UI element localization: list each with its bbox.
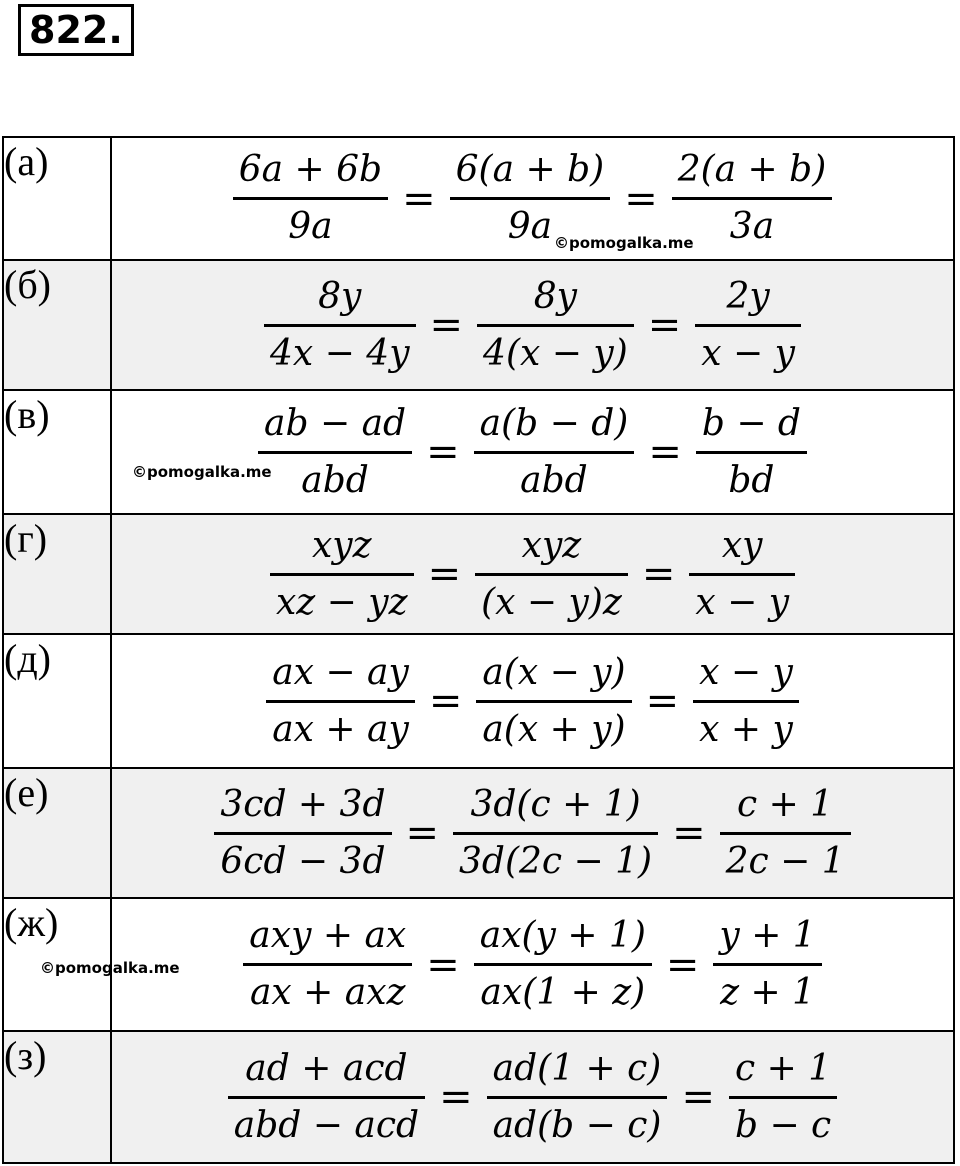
equation-cell	[111, 260, 954, 390]
row-label: (ж)	[3, 898, 111, 1031]
fraction	[476, 646, 631, 757]
solution-row	[3, 137, 954, 260]
numerator: c + 1	[735, 1047, 832, 1089]
fraction	[233, 143, 388, 254]
fraction	[474, 397, 635, 508]
row-label: (з)	[3, 1031, 111, 1163]
solution-row	[3, 898, 954, 1031]
equation	[233, 143, 833, 254]
solution-row	[3, 514, 954, 634]
denominator: 3a	[729, 206, 775, 247]
fraction	[475, 519, 628, 630]
fraction	[729, 1042, 837, 1153]
equals-sign: =	[429, 302, 464, 348]
numerator: ad + acd	[245, 1047, 408, 1089]
fraction	[228, 1042, 425, 1153]
row-label: (в)	[3, 390, 111, 514]
equation-cell	[40, 898, 954, 1031]
equation-cell	[111, 390, 954, 514]
fraction	[474, 909, 652, 1020]
fraction	[696, 397, 807, 508]
denominator: abd	[520, 459, 588, 501]
numerator: 2y	[726, 275, 770, 317]
equals-sign: =	[402, 175, 436, 222]
numerator: ax − ay	[272, 651, 409, 693]
fraction	[214, 778, 391, 889]
denominator: abd	[301, 459, 369, 501]
equation-cell	[111, 634, 954, 768]
equals-sign: =	[405, 810, 440, 856]
equation	[228, 1042, 837, 1153]
fraction	[243, 909, 412, 1020]
numerator: 8y	[318, 275, 362, 317]
denominator: xz − yz	[275, 581, 408, 623]
equals-sign: =	[439, 1074, 473, 1120]
equation	[243, 909, 821, 1020]
numerator: 8y	[533, 275, 578, 317]
equals-sign: =	[681, 1074, 715, 1120]
denominator: a(x + y)	[482, 708, 626, 750]
equals-sign: =	[427, 551, 462, 597]
equation-cell	[111, 768, 954, 898]
denominator: z + 1	[720, 972, 816, 1013]
numerator: x − y	[699, 651, 793, 693]
numerator: ab − ad	[264, 402, 407, 444]
equals-sign: =	[645, 678, 680, 724]
denominator: ax(1 + z)	[480, 972, 646, 1013]
numerator: xyz	[521, 524, 582, 566]
fraction	[695, 270, 801, 381]
row-label: (д)	[3, 634, 111, 768]
fraction	[264, 270, 416, 381]
row-label: (е)	[3, 768, 111, 898]
solution-row	[3, 634, 954, 768]
denominator: ax + ay	[272, 708, 409, 750]
solutions-table	[2, 136, 955, 1164]
numerator: xyz	[311, 524, 372, 566]
denominator: x − y	[701, 332, 795, 374]
denominator: 4x − 4y	[270, 332, 410, 374]
equation	[264, 270, 801, 381]
fraction	[487, 1042, 668, 1153]
numerator: y + 1	[719, 915, 816, 956]
numerator: 3d(c + 1)	[470, 783, 641, 825]
denominator: x − y	[695, 581, 790, 623]
fraction	[258, 397, 412, 508]
fraction	[477, 270, 634, 381]
denominator: 2c − 1	[725, 840, 845, 882]
equals-sign: =	[641, 551, 676, 597]
denominator: 4(x − y)	[483, 332, 628, 374]
denominator: b − c	[734, 1104, 832, 1146]
numerator: 6(a + b)	[455, 149, 605, 190]
watermark: ©pomogalka.me	[554, 234, 694, 252]
equals-sign: =	[624, 175, 658, 222]
solution-row	[3, 1031, 954, 1163]
row-label: (а)	[3, 137, 111, 260]
denominator: ad(b − c)	[492, 1104, 662, 1146]
equation	[214, 778, 850, 889]
row-label: (г)	[3, 514, 111, 634]
fraction	[689, 519, 795, 630]
numerator: xy	[721, 524, 763, 566]
numerator: b − d	[701, 402, 801, 444]
equation	[258, 397, 807, 508]
denominator: 3d(2c − 1)	[459, 840, 653, 882]
fraction	[453, 778, 658, 889]
denominator: bd	[728, 459, 775, 501]
equation-cell	[111, 514, 954, 634]
denominator: abd − acd	[233, 1104, 420, 1146]
denominator: 9a	[288, 206, 333, 247]
problem-number: 822.	[18, 4, 134, 56]
numerator: axy + ax	[249, 915, 407, 956]
denominator: 9a	[507, 206, 553, 247]
numerator: 3cd + 3d	[220, 783, 386, 825]
row-label: (б)	[3, 260, 111, 390]
fraction	[720, 778, 851, 889]
solution-row	[3, 768, 954, 898]
equation-cell	[111, 137, 954, 260]
equals-sign: =	[426, 941, 460, 988]
numerator: a(b − d)	[479, 402, 629, 444]
numerator: 6a + 6b	[238, 149, 383, 190]
denominator: (x − y)z	[481, 581, 622, 623]
fraction	[713, 909, 821, 1020]
denominator: x + y	[699, 708, 793, 750]
fraction	[693, 646, 799, 757]
numerator: a(x − y)	[482, 651, 626, 693]
equals-sign: =	[428, 678, 463, 724]
solution-row	[3, 260, 954, 390]
equation	[266, 646, 799, 757]
numerator: ax(y + 1)	[479, 915, 646, 956]
watermark: ©pomogalka.me	[132, 463, 272, 481]
equation	[270, 519, 795, 630]
watermark: ©pomogalka.me	[40, 959, 180, 977]
denominator: ax + axz	[249, 972, 406, 1013]
equals-sign: =	[672, 810, 706, 856]
equals-sign: =	[647, 302, 682, 348]
equals-sign: =	[426, 429, 460, 475]
solution-row	[3, 390, 954, 514]
numerator: ad(1 + c)	[492, 1047, 662, 1089]
fraction	[672, 143, 833, 254]
equals-sign: =	[665, 941, 700, 988]
fraction	[266, 646, 415, 757]
equals-sign: =	[648, 429, 682, 475]
fraction	[270, 519, 414, 630]
denominator: 6cd − 3d	[220, 840, 386, 882]
numerator: c + 1	[737, 783, 834, 825]
numerator: 2(a + b)	[677, 149, 827, 190]
equation-cell	[111, 1031, 954, 1163]
